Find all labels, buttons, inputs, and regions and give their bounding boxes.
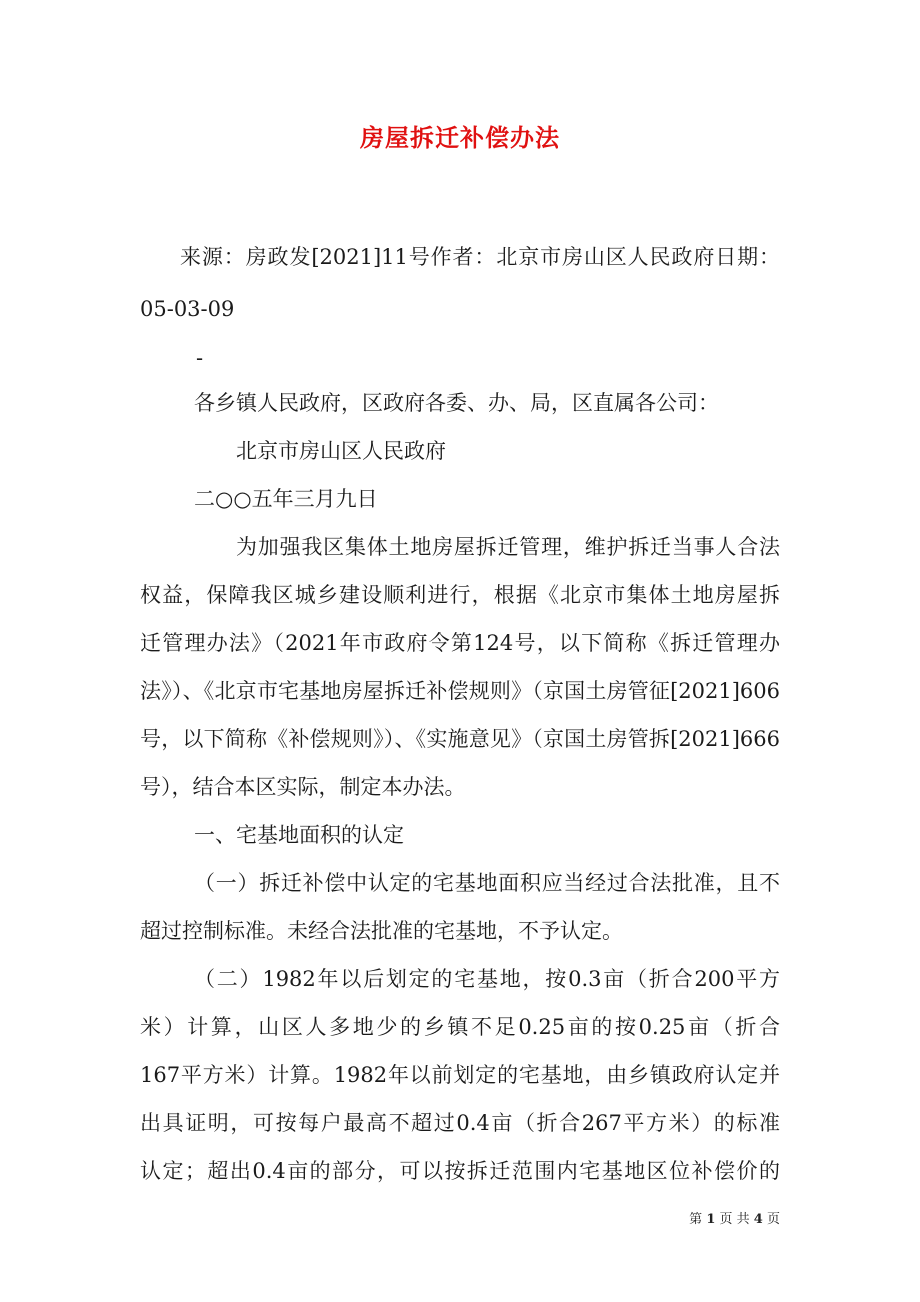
preamble-line: 法》）、《北京市宅基地房屋拆迁补偿规则》（京国土房管征[2021]606 bbox=[140, 679, 780, 703]
clause-line: 米）计算，山区人多地少的乡镇不足0.25亩的按0.25亩（折合 bbox=[140, 1015, 780, 1039]
page-indicator-prefix: 第 bbox=[689, 1212, 703, 1227]
document-title: 房屋拆迁补偿办法 bbox=[360, 123, 560, 152]
page-indicator-suffix: 页 bbox=[766, 1212, 780, 1227]
separator-dash: - bbox=[196, 346, 204, 370]
preamble-line: 权益，保障我区城乡建设顺利进行，根据《北京市集体土地房屋拆 bbox=[140, 583, 780, 607]
clause-line: 167平方米）计算。1982年以前划定的宅基地，由乡镇政府认定并 bbox=[140, 1063, 780, 1087]
section-heading: 一、宅基地面积的认定 bbox=[194, 823, 404, 847]
current-page-number: 1 bbox=[706, 1212, 716, 1227]
addressee: 各乡镇人民政府，区政府各委、办、局，区直属各公司： bbox=[194, 391, 719, 415]
clause-line: 超过控制标准。未经合法批准的宅基地，不予认定。 bbox=[140, 919, 623, 943]
clause-line: （二）1982年以后划定的宅基地，按0.3亩（折合200平方 bbox=[194, 967, 780, 991]
clause-line: （一）拆迁补偿中认定的宅基地面积应当经过合法批准，且不 bbox=[194, 871, 780, 895]
clause-line: 认定；超出0.4亩的部分，可以按拆迁范围内宅基地区位补偿价的 bbox=[140, 1159, 780, 1183]
source-line-2: 05-03-09 bbox=[140, 297, 235, 321]
preamble-line: 迁管理办法》（2021年市政府令第124号，以下简称《拆迁管理办 bbox=[140, 631, 780, 655]
preamble-line: 为加强我区集体土地房屋拆迁管理，维护拆迁当事人合法 bbox=[236, 535, 780, 559]
preamble-line: 号，以下简称《补偿规则》）、《实施意见》（京国土房管拆[2021]666 bbox=[140, 727, 780, 751]
clause-line: 出具证明，可按每户最高不超过0.4亩（折合267平方米）的标准 bbox=[140, 1111, 780, 1135]
issuer: 北京市房山区人民政府 bbox=[236, 439, 446, 463]
source-line-1: 来源：房政发[2021]11号作者：北京市房山区人民政府日期： bbox=[180, 245, 780, 269]
total-pages-number: 4 bbox=[753, 1212, 763, 1227]
issue-date: 二○○五年三月九日 bbox=[194, 487, 378, 511]
page-indicator bbox=[689, 1208, 780, 1227]
preamble-line: 号），结合本区实际，制定本办法。 bbox=[140, 775, 466, 799]
page-indicator-middle: 页 共 bbox=[719, 1212, 750, 1227]
